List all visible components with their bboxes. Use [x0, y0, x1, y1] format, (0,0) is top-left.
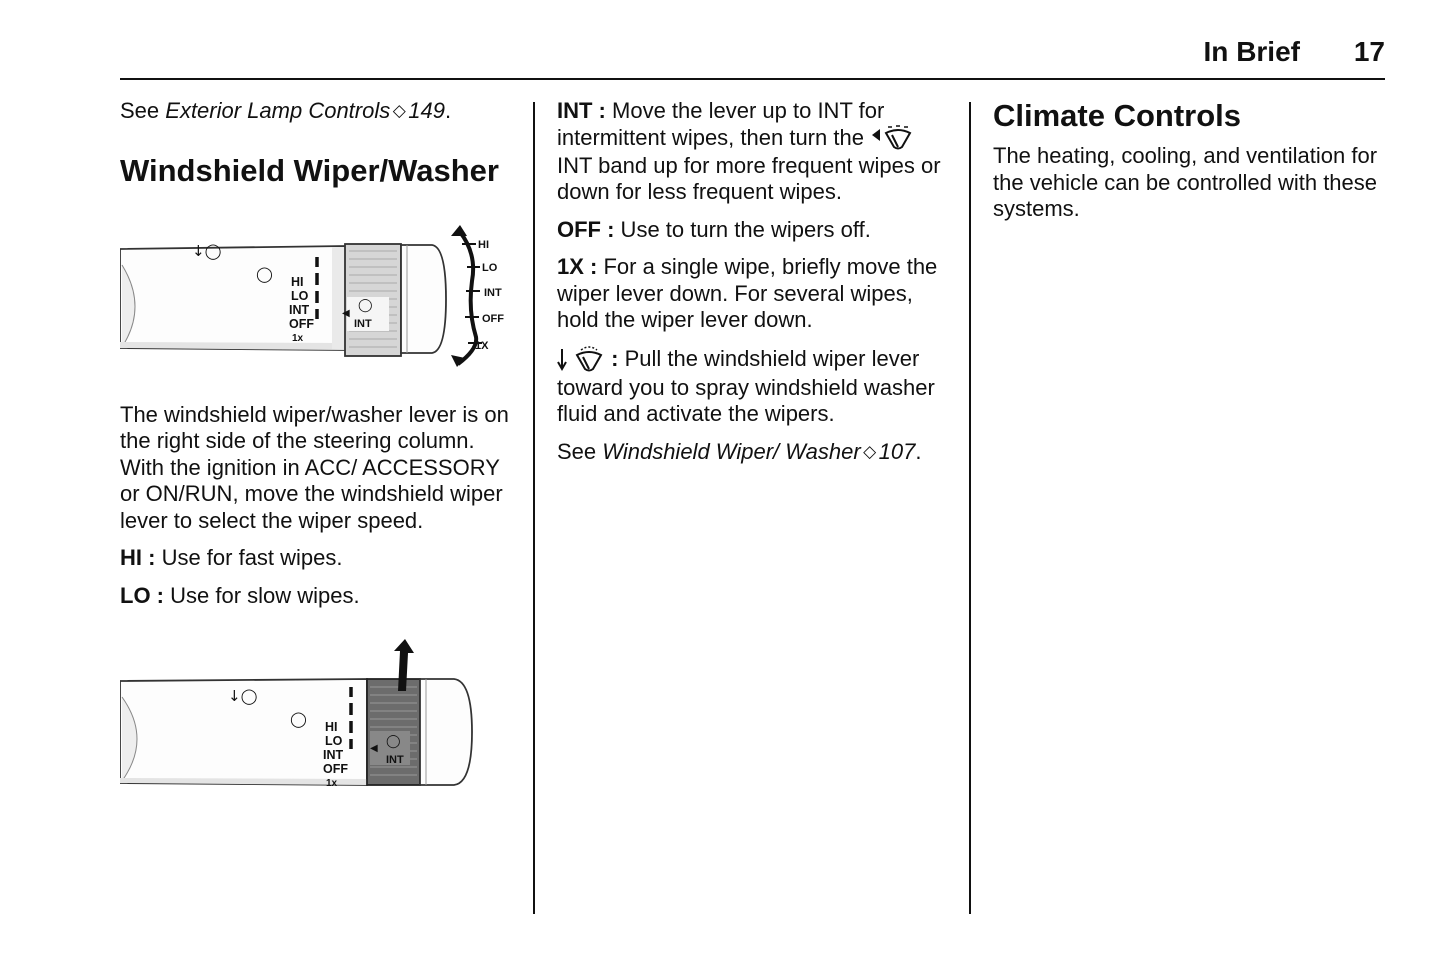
svg-text:◯: ◯	[358, 297, 373, 313]
hi-entry: HI : Use for fast wipes.	[120, 545, 343, 570]
svg-text:◯: ◯	[290, 710, 307, 728]
svg-text:INT: INT	[386, 754, 404, 766]
wiper-description: The windshield wiper/washer lever is on the right side of the steering column. With the ignition in ACC/ ACCESSORY or ON/RUN, move the windshield wiper lever to select the wiper speed.	[120, 401, 509, 533]
page-reference-icon: ◇	[863, 441, 877, 461]
page-number: 17	[1353, 36, 1385, 67]
svg-text:◀: ◀	[370, 743, 378, 754]
svg-text:◯: ◯	[256, 264, 273, 283]
svg-text:INT: INT	[323, 748, 344, 762]
svg-text:OFF: OFF	[289, 316, 314, 331]
wiper-washer-reference: See Windshield Wiper/ Washer ◇ 107.	[557, 438, 922, 464]
washer-spray-icon	[557, 345, 605, 375]
column-1	[120, 98, 520, 799]
svg-text:HI: HI	[291, 274, 304, 289]
svg-text:1X: 1X	[475, 339, 489, 352]
washer-entry: : Pull the windshield wiper lever toward you to spray windshield washer fluid and activate the wipers.	[557, 345, 935, 427]
svg-text:INT: INT	[354, 317, 372, 330]
svg-text:HI: HI	[325, 720, 338, 734]
svg-text:INT: INT	[484, 286, 502, 299]
reference-link[interactable]: Exterior Lamp Controls	[165, 98, 391, 123]
page-header	[120, 34, 1385, 80]
svg-text:LO: LO	[325, 734, 343, 748]
svg-text:1x: 1x	[326, 778, 338, 789]
onex-entry: 1X : For a single wipe, briefly move the wiper lever down. For several wipes, hold the wiper lever down.	[557, 254, 938, 333]
svg-text:OFF: OFF	[323, 762, 348, 776]
page-reference-icon: ◇	[392, 101, 406, 120]
column-3	[993, 98, 1388, 234]
svg-text:◀: ◀	[342, 307, 350, 319]
column-divider-1	[533, 102, 535, 914]
int-band-figure	[120, 639, 480, 799]
off-entry: OFF : Use to turn the wipers off.	[557, 216, 871, 242]
column-divider-2	[969, 102, 971, 914]
svg-text:LO: LO	[291, 288, 309, 303]
wiper-washer-heading: Windshield Wiper/Washer	[120, 152, 499, 188]
reference-link[interactable]: Windshield Wiper/ Washer	[602, 438, 861, 464]
svg-text:◯: ◯	[386, 734, 401, 749]
int-entry: INT : Move the lever up to INT for intermittent wipes, then turn the INT band up for more frequent wipes or down for less frequent wipes.	[557, 98, 941, 205]
climate-controls-heading: Climate Controls	[993, 98, 1242, 133]
lo-entry: LO : Use for slow wipes.	[120, 582, 360, 608]
svg-text:HI: HI	[478, 238, 489, 251]
exterior-lamp-reference: See Exterior Lamp Controls ◇ 149.	[120, 98, 452, 123]
int-band-icon	[870, 125, 914, 153]
svg-text:↓◯: ↓◯	[192, 241, 222, 260]
svg-text:↓◯: ↓◯	[228, 687, 258, 705]
section-title: In Brief	[1203, 36, 1300, 67]
svg-text:OFF: OFF	[482, 312, 504, 325]
column-2	[557, 98, 955, 478]
wiper-lever-figure	[120, 219, 520, 379]
svg-text:INT: INT	[289, 302, 310, 317]
svg-text:1x: 1x	[292, 332, 304, 344]
svg-text:LO: LO	[482, 261, 498, 274]
climate-description: The heating, cooling, and ventilation for the vehicle can be controlled with these systems.	[993, 143, 1378, 221]
